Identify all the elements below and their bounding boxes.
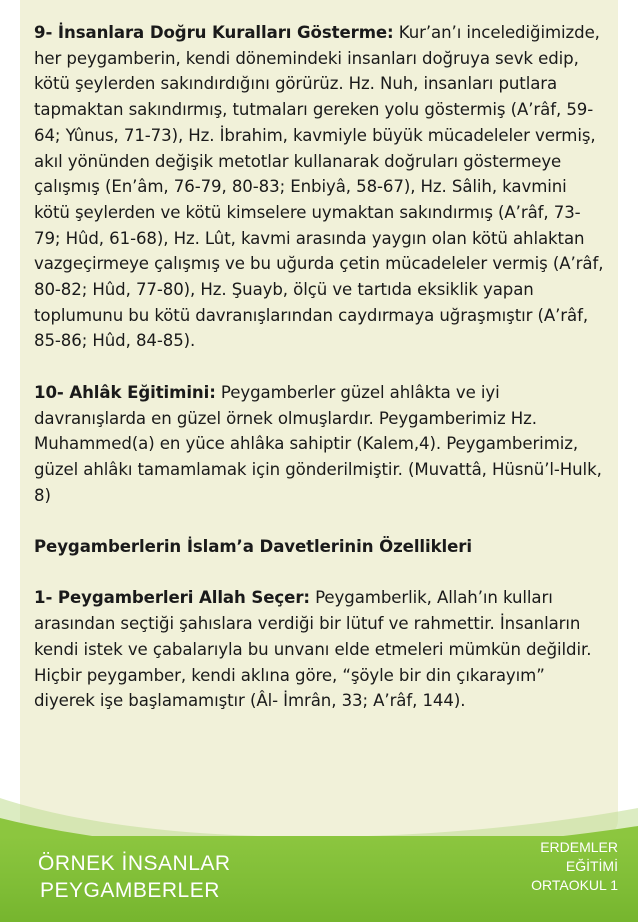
footer-course-line-2: EĞİTİMİ (565, 858, 618, 874)
footer-course (531, 838, 618, 895)
section-9-title: 9- İnsanlara Doğru Kuralları Gösterme: (34, 23, 394, 42)
section-1 (34, 585, 606, 714)
section-heading: Peygamberlerin İslam’a Davetlerinin Özellikleri (34, 537, 472, 557)
section-10-text: Peygamberler güzel ahlâkta ve iyi davranışlarda en güzel örnek olmuşlardır. Peygamberimiz Hz. Muhammed(a) en yüce ahlâka sahiptir (Kalem,4). Peygamberimiz, güzel ahlâkı tamamlamak için gönderilmiştir. (Muvattâ, Hüsnü’l-Hulk, 8) (34, 382, 602, 505)
footer-course-line-1: ERDEMLER (540, 839, 618, 855)
footer-title-line-1: ÖRNEK İNSANLAR (38, 852, 231, 875)
footer-title-line-2: PEYGAMBERLER (40, 879, 220, 902)
document-body (34, 20, 606, 740)
section-9-text: Kur’an’ı incelediğimizde, her peygamberin, kendi dönemindeki insanları doğruya sevk edip, kötü şeylerden sakındırdığını görürüz. Hz. Nuh, insanları putlara tapmaktan sakındırmış, tutmaları gereken yolu göstermiş (A’râf, 59-64; Yûnus, 71-73), Hz. İbrahim, kavmiyle büyük mücadeleler vermiş, akıl yönünden değişik metotlar kullanarak doğruları göstermeye çalışmış (En’âm, 76-79, 80-83; Enbiyâ, 58-67), Hz. Sâlih, kavmini kötü şeylerden ve kötü kimselere uymaktan sakındırmış (A’râf, 73-79; Hûd, 61-68), Hz. Lût, kavmi arasında yaygın olan kötü ahlaktan vazgeçirmeye çalışmış ve bu uğurda çetin mücadeleler vermiş (A’râf, 80-82; Hûd, 77-80), Hz. Şuayb, ölçü ve tartıda eksiklik yapan toplumunu bu kötü davranışlarından caydırmaya uğraşmıştır (A’râf, 85-86; Hûd, 84-85). (34, 23, 604, 351)
footer-title (38, 850, 231, 904)
section-10 (34, 380, 606, 509)
section-1-text: Peygamberlik, Allah’ın kulları arasından seçtiği şahıslara verdiği bir lütuf ve rahmettir. İnsanların kendi istek ve çabalarıyla bu unvanı elde etmeleri mümkün değildir. Hiçbir peygamber, kendi aklına göre, “şöyle bir din çıkarayım” diyerek işe başlamamıştır (Âl- İmrân, 33; A’râf, 144). (34, 588, 592, 711)
section-9 (34, 20, 606, 354)
footer-course-line-3: ORTAOKUL 1 (531, 877, 618, 893)
section-10-title: 10- Ahlâk Eğitimini: (34, 382, 216, 402)
section-1-title: 1- Peygamberleri Allah Seçer: (34, 588, 310, 608)
